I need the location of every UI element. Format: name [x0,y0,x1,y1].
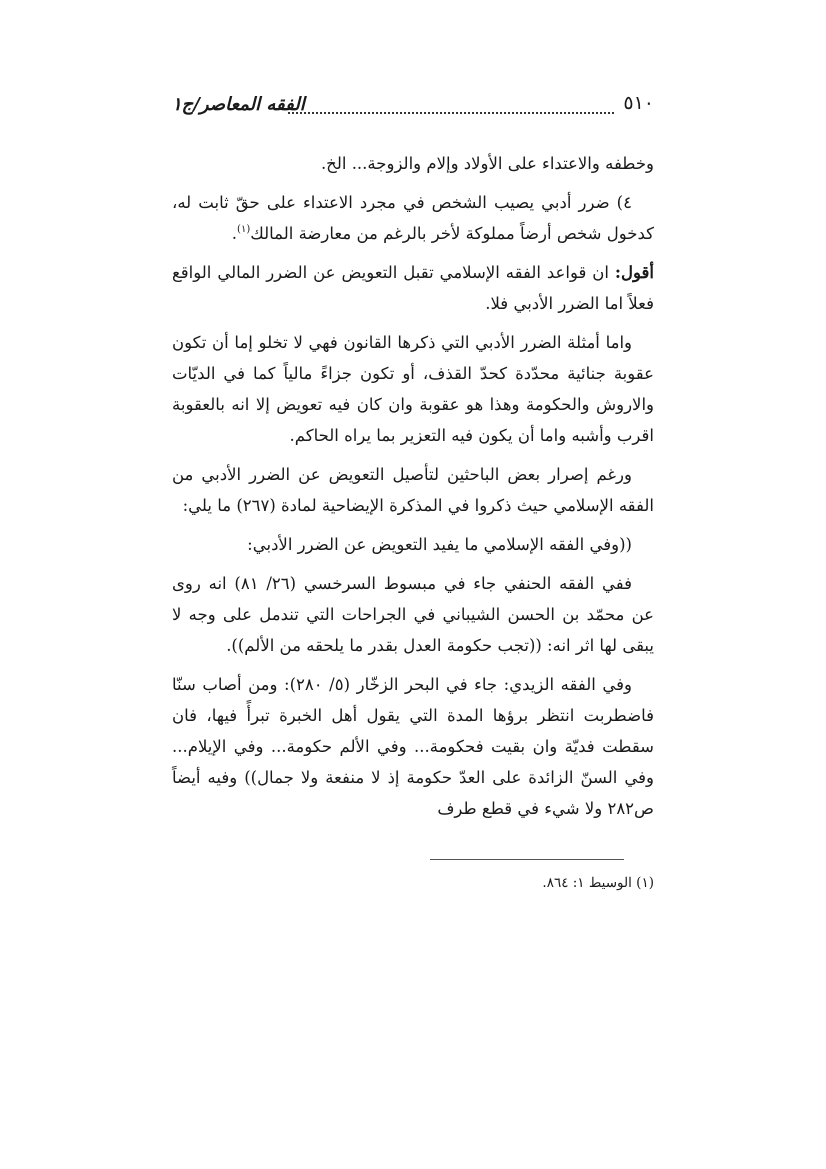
paragraph-8: وفي الفقه الزيدي: جاء في البحر الزخّار (٥/ ٢٨٠): ومن أصاب سنّا فاضطربت انتظر برؤها المدة التي يقول أهل الخبرة تبرأً فيها، فان سقطت فديّة وان بقيت فحكومة... وفي الألم حكومة... وفي الإيلام... وفي السنّ الزائدة على العدّ حكومة إذ لا منفعة ولا جمال)) وفيه أيضاً ص٢٨٢ ولا شيء في قطع طرف [172,675,654,818]
page-number: ٥١٠ [623,92,654,114]
paragraph-2 [172,187,654,249]
page-header [172,92,654,122]
paragraph-1: وخطفه والاعتداء على الأولاد وإلام والزوجة... الخ. [320,154,654,173]
body-text [172,148,654,832]
footnote-ref-1: (١) [237,224,251,235]
paragraph-7: ففي الفقه الحنفي جاء في مبسوط السرخسي (٢٦/ ٨١) انه روى عن محمّد بن الحسن الشيباني في الجراحات التي تندمل على وجه لا يبقى لها اثر انه: ((تجب حكومة العدل بقدر ما يلحقه من الألم)). [172,574,654,655]
paragraph-3 [172,257,654,319]
paragraph-3-text: ان قواعد الفقه الإسلامي تقبل التعويض عن الضرر المالي الواقع فعلاً اما الضرر الأدبي فلا. [172,263,654,313]
paragraph-2-end: . [231,224,238,243]
header-dotted-leader [288,98,614,114]
footnote-separator [430,859,624,860]
paragraph-5: ورغم إصرار بعض الباحثين لتأصيل التعويض عن الضرر الأدبي من الفقه الإسلامي حيث ذكروا في المذكرة الإيضاحية لمادة (٢٦٧) ما يلي: [172,465,654,515]
paragraph-2-text: ٤) ضرر أدبي يصيب الشخص في مجرد الاعتداء على حقّ ثابت له، كدخول شخص أرضاً مملوكة لأخر بالرغم من معارضة المالك [172,193,654,243]
paragraph-4: واما أمثلة الضرر الأدبي التي ذكرها القانون فهي لا تخلو إما أن تكون عقوبة جنائية محدّدة كحدّ القذف، أو تكون جزاءً مالياً كما في الديّات والاروش والحكومة وهذا هو عقوبة وان كان فيه تعويض إلا انه بالعقوبة اقرب وأشبه واما أن يكون فيه التعزير بما يراه الحاكم. [172,333,654,445]
running-title: الفقه المعاصر/ج١ [172,94,305,115]
paragraph-6: ((وفي الفقه الإسلامي ما يفيد التعويض عن الضرر الأدبي: [247,535,632,554]
footnote-1: (١) الوسيط ١: ٨٦٤. [542,875,654,891]
paragraph-3-lead: أقول: [614,263,654,282]
